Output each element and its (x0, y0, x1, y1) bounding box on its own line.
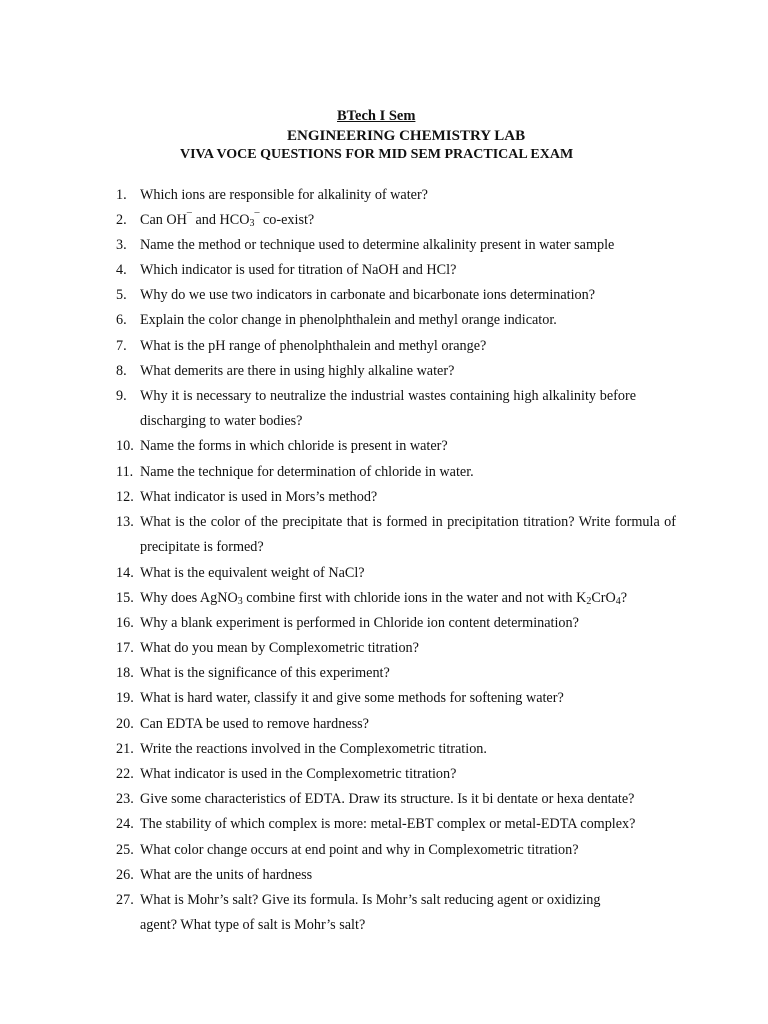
question-number: 26. (116, 867, 134, 883)
question-item (116, 183, 676, 208)
question-text: Name the forms in which chloride is present in water? (140, 438, 448, 454)
question-text: Why do we use two indicators in carbonate and bicarbonate ions determination? (140, 287, 596, 303)
question-item (116, 434, 676, 459)
question-number: 24. (116, 816, 134, 832)
question-number: 12. (116, 489, 134, 505)
question-text: What is the color of the precipitate that is formed in precipitation titration? Write formula of precipitate is formed? (140, 514, 676, 556)
question-number: 15. (116, 590, 134, 606)
question-number: 3. (116, 237, 127, 253)
question-number: 1. (116, 187, 127, 203)
question-item (116, 485, 676, 510)
question-number: 21. (116, 741, 134, 757)
question-item (116, 762, 676, 787)
question-text: Explain the color change in phenolphthalein and methyl orange indicator. (140, 312, 557, 328)
question-item (116, 384, 676, 434)
question-item (116, 283, 676, 308)
question-text: Why does AgNO$_3$ combine first with chloride ions in the water and not with $K_2CrO_4$? (140, 590, 628, 607)
question-item (116, 308, 676, 333)
exam-title: VIVA VOCE QUESTIONS FOR MID SEM PRACTICAL EXAM (180, 147, 574, 162)
question-item (116, 611, 676, 636)
question-text: The stability of which complex is more: metal-EBT complex or metal-EDTA complex? (140, 816, 636, 832)
question-text: Give some characteristics of EDTA. Draw its structure. Is it bi dentate or hexa dentate? (140, 791, 635, 807)
question-item (116, 888, 676, 938)
question-item (116, 812, 676, 837)
question-number: 23. (116, 791, 134, 807)
question-text: What demerits are there in using highly alkaline water? (140, 363, 455, 379)
question-number: 2. (116, 212, 127, 228)
question-item (116, 510, 676, 560)
question-number: 18. (116, 665, 134, 681)
question-number: 19. (116, 690, 134, 706)
question-number: 16. (116, 615, 134, 631)
question-number: 14. (116, 565, 134, 581)
question-item (116, 661, 676, 686)
question-text: What indicator is used in the Complexometric titration? (140, 766, 457, 782)
question-text: Can EDTA be used to remove hardness? (140, 716, 369, 732)
question-item (116, 787, 676, 812)
question-number: 25. (116, 842, 134, 858)
question-text: Why it is necessary to neutralize the industrial wastes containing high alkalinity before discharging to water bodies? (140, 388, 636, 430)
question-text: What is the equivalent weight of NaCl? (140, 565, 365, 581)
question-item (116, 737, 676, 762)
question-item (116, 686, 676, 711)
question-text: Name the method or technique used to determine alkalinity present in water sample (140, 237, 615, 253)
question-number: 13. (116, 514, 134, 530)
question-text: Name the technique for determination of chloride in water. (140, 464, 474, 480)
question-text: What is Mohr’s salt? Give its formula. Is Mohr’s salt reducing agent or oxidizing agent? What type of salt is Mohr’s salt? (140, 892, 601, 934)
question-number: 10. (116, 438, 134, 454)
question-item (116, 258, 676, 283)
question-number: 8. (116, 363, 127, 379)
question-number: 27. (116, 892, 134, 908)
question-item (116, 561, 676, 586)
question-number: 9. (116, 388, 127, 404)
question-item (116, 863, 676, 888)
question-item (116, 586, 676, 611)
question-text: What is the significance of this experiment? (140, 665, 390, 681)
question-text: What are the units of hardness (140, 867, 313, 883)
question-text: What is hard water, classify it and give some methods for softening water? (140, 690, 564, 706)
lab-title: ENGINEERING CHEMISTRY LAB (287, 128, 526, 144)
question-text: What indicator is used in Mors’s method? (140, 489, 378, 505)
question-item (116, 334, 676, 359)
question-number: 6. (116, 312, 127, 328)
question-number: 7. (116, 338, 127, 354)
question-text: Which ions are responsible for alkalinity of water? (140, 187, 428, 203)
question-text: What do you mean by Complexometric titration? (140, 640, 419, 656)
question-number: 4. (116, 262, 127, 278)
question-item (116, 712, 676, 737)
question-item (116, 233, 676, 258)
question-item (116, 838, 676, 863)
question-item (116, 636, 676, 661)
question-number: 17. (116, 640, 134, 656)
question-text: Write the reactions involved in the Complexometric titration. (140, 741, 487, 757)
question-text: What color change occurs at end point and why in Complexometric titration? (140, 842, 579, 858)
question-item (116, 460, 676, 485)
question-text: Can OH¯ and $HCO_3^¯$ co-exist? (140, 212, 315, 229)
question-text: Why a blank experiment is performed in Chloride ion content determination? (140, 615, 579, 631)
semester-heading: BTech I Sem (337, 108, 416, 124)
question-item (116, 359, 676, 384)
question-number: 11. (116, 464, 134, 480)
question-number: 22. (116, 766, 134, 782)
question-text: What is the pH range of phenolphthalein and methyl orange? (140, 338, 487, 354)
question-item (116, 208, 676, 233)
question-text: Which indicator is used for titration of NaOH and HCl? (140, 262, 457, 278)
question-number: 5. (116, 287, 127, 303)
question-number: 20. (116, 716, 134, 732)
